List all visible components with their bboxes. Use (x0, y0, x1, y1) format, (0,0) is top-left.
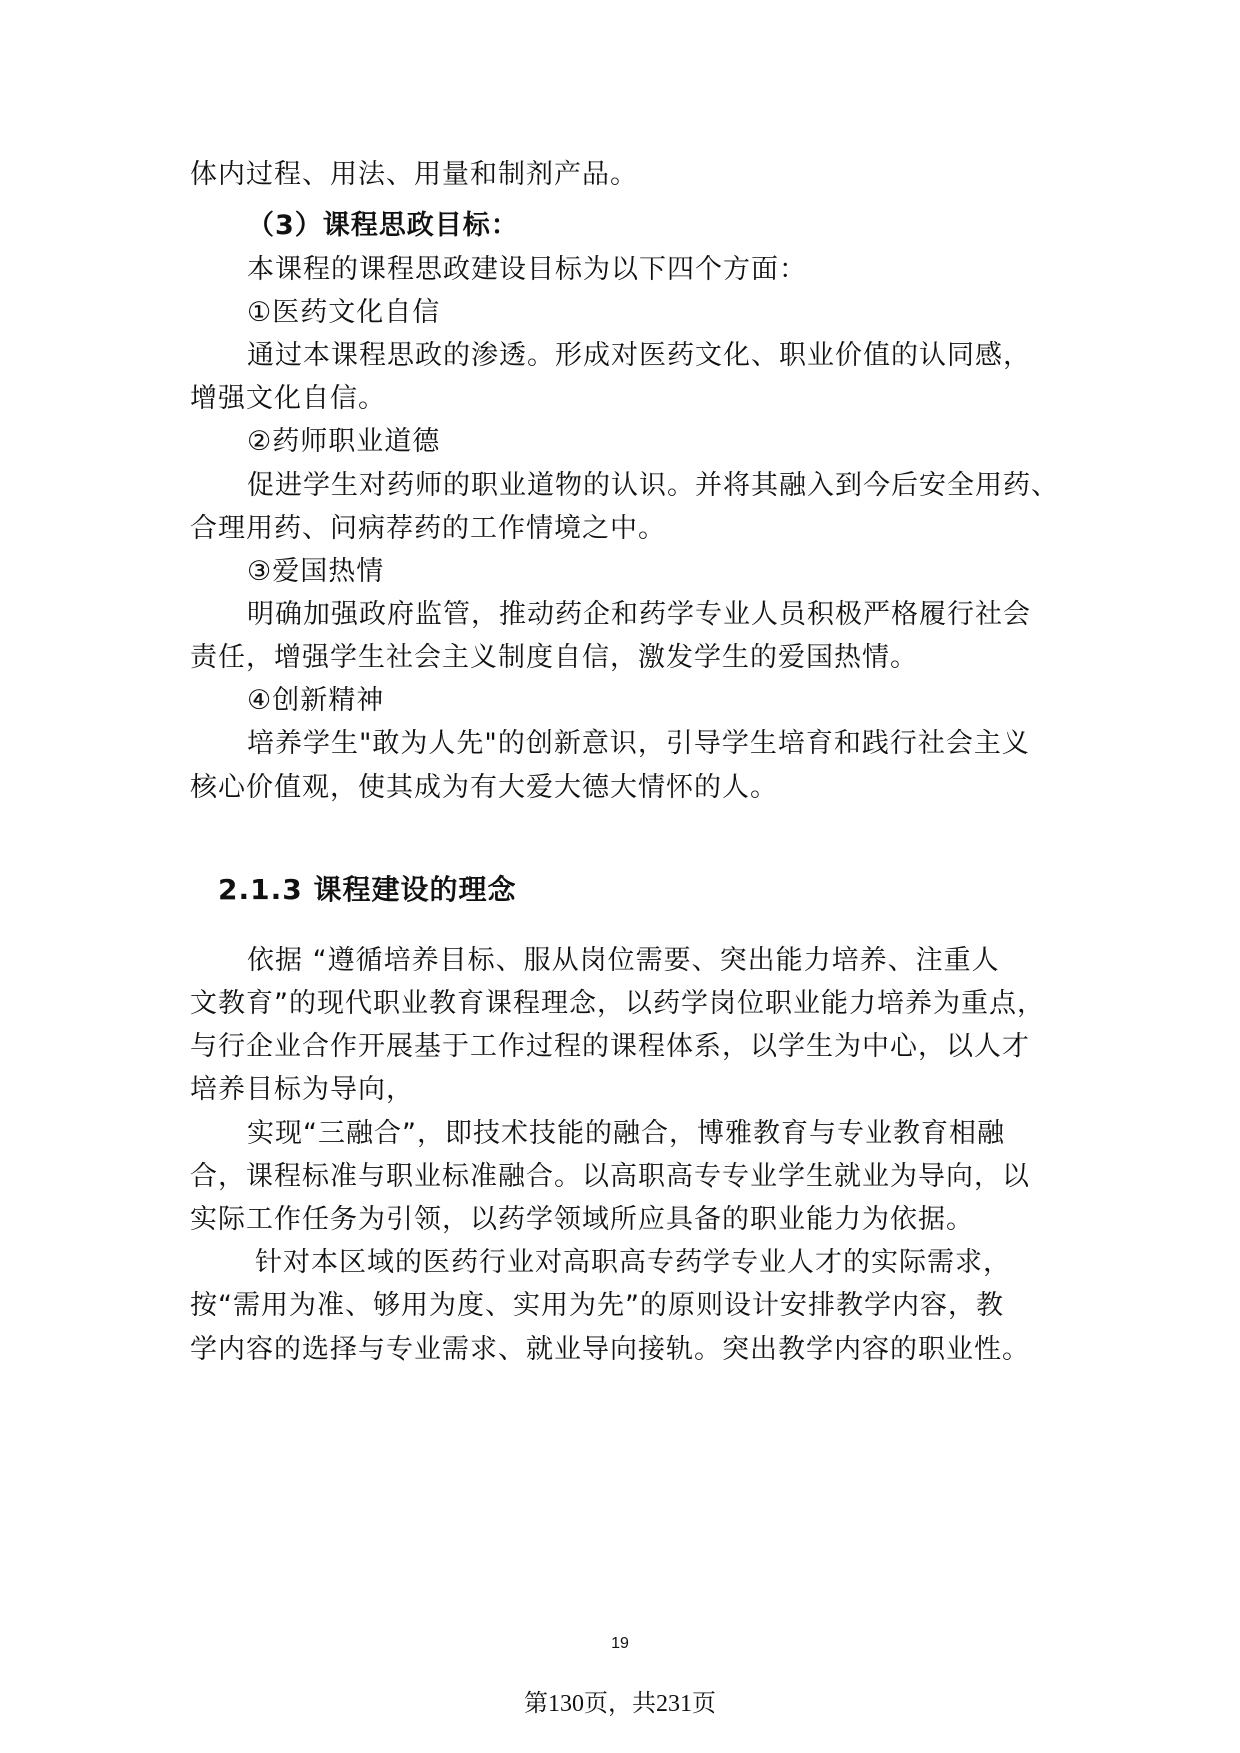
body-line: 文教育”的现代职业教育课程理念，以药学岗位职业能力培养为重点， (190, 988, 1045, 1019)
body-line: 核心价值观，使其成为有大爱大德大情怀的人。 (190, 772, 778, 803)
body-line: 学内容的选择与专业需求、就业导向接轨。突出教学内容的职业性。 (190, 1334, 1030, 1365)
body-line: 体内过程、用法、用量和制剂产品。 (190, 159, 638, 190)
body-line: 实际工作任务为引领，以药学领域所应具备的职业能力为依据。 (190, 1204, 974, 1235)
list-item-heading: ④创新精神 (247, 685, 385, 716)
body-line: 通过本课程思政的渗透。形成对医药文化、职业价值的认同感， (247, 340, 1031, 371)
body-line: 责任，增强学生社会主义制度自信，激发学生的爱国热情。 (190, 642, 918, 673)
body-line: 本课程的课程思政建设目标为以下四个方面： (247, 254, 807, 285)
body-line: 实现“三融合”，即技术技能的融合，博雅教育与专业教育相融 (247, 1118, 1005, 1149)
page-number: 19 (611, 1635, 629, 1652)
list-item-heading: ①医药文化自信 (247, 297, 441, 328)
section-heading: 2.1.3 课程建设的理念 (218, 873, 517, 906)
page-info: 第130页，共231页 (524, 1691, 716, 1717)
body-line: 按“需用为准、够用为度、实用为先”的原则设计安排教学内容，教 (190, 1290, 1004, 1321)
body-line: 针对本区域的医药行业对高职高专药学专业人才的实际需求， (255, 1247, 1011, 1278)
body-line: 合，课程标准与职业标准融合。以高职高专专业学生就业为导向，以 (190, 1161, 1030, 1192)
body-line: 培养学生"敢为人先"的创新意识，引导学生培育和践行社会主义 (247, 728, 1030, 759)
list-item-heading: ③爱国热情 (247, 556, 385, 587)
body-line: 合理用药、问病荐药的工作情境之中。 (190, 513, 666, 544)
body-line: 增强文化自信。 (190, 383, 386, 414)
list-item-heading: ②药师职业道德 (247, 426, 441, 457)
body-line: 培养目标为导向， (190, 1074, 414, 1105)
body-line: 促进学生对药师的职业道物的认识。并将其融入到今后安全用药、 (247, 470, 1059, 501)
body-line: 依据 “遵循培养目标、服从岗位需要、突出能力培养、注重人 (247, 945, 1000, 976)
body-line: 与行企业合作开展基于工作过程的课程体系，以学生为中心，以人才 (190, 1031, 1030, 1062)
body-line: 明确加强政府监管，推动药企和药学专业人员积极严格履行社会 (247, 599, 1031, 630)
subsection-heading: （3）课程思政目标： (247, 210, 519, 241)
